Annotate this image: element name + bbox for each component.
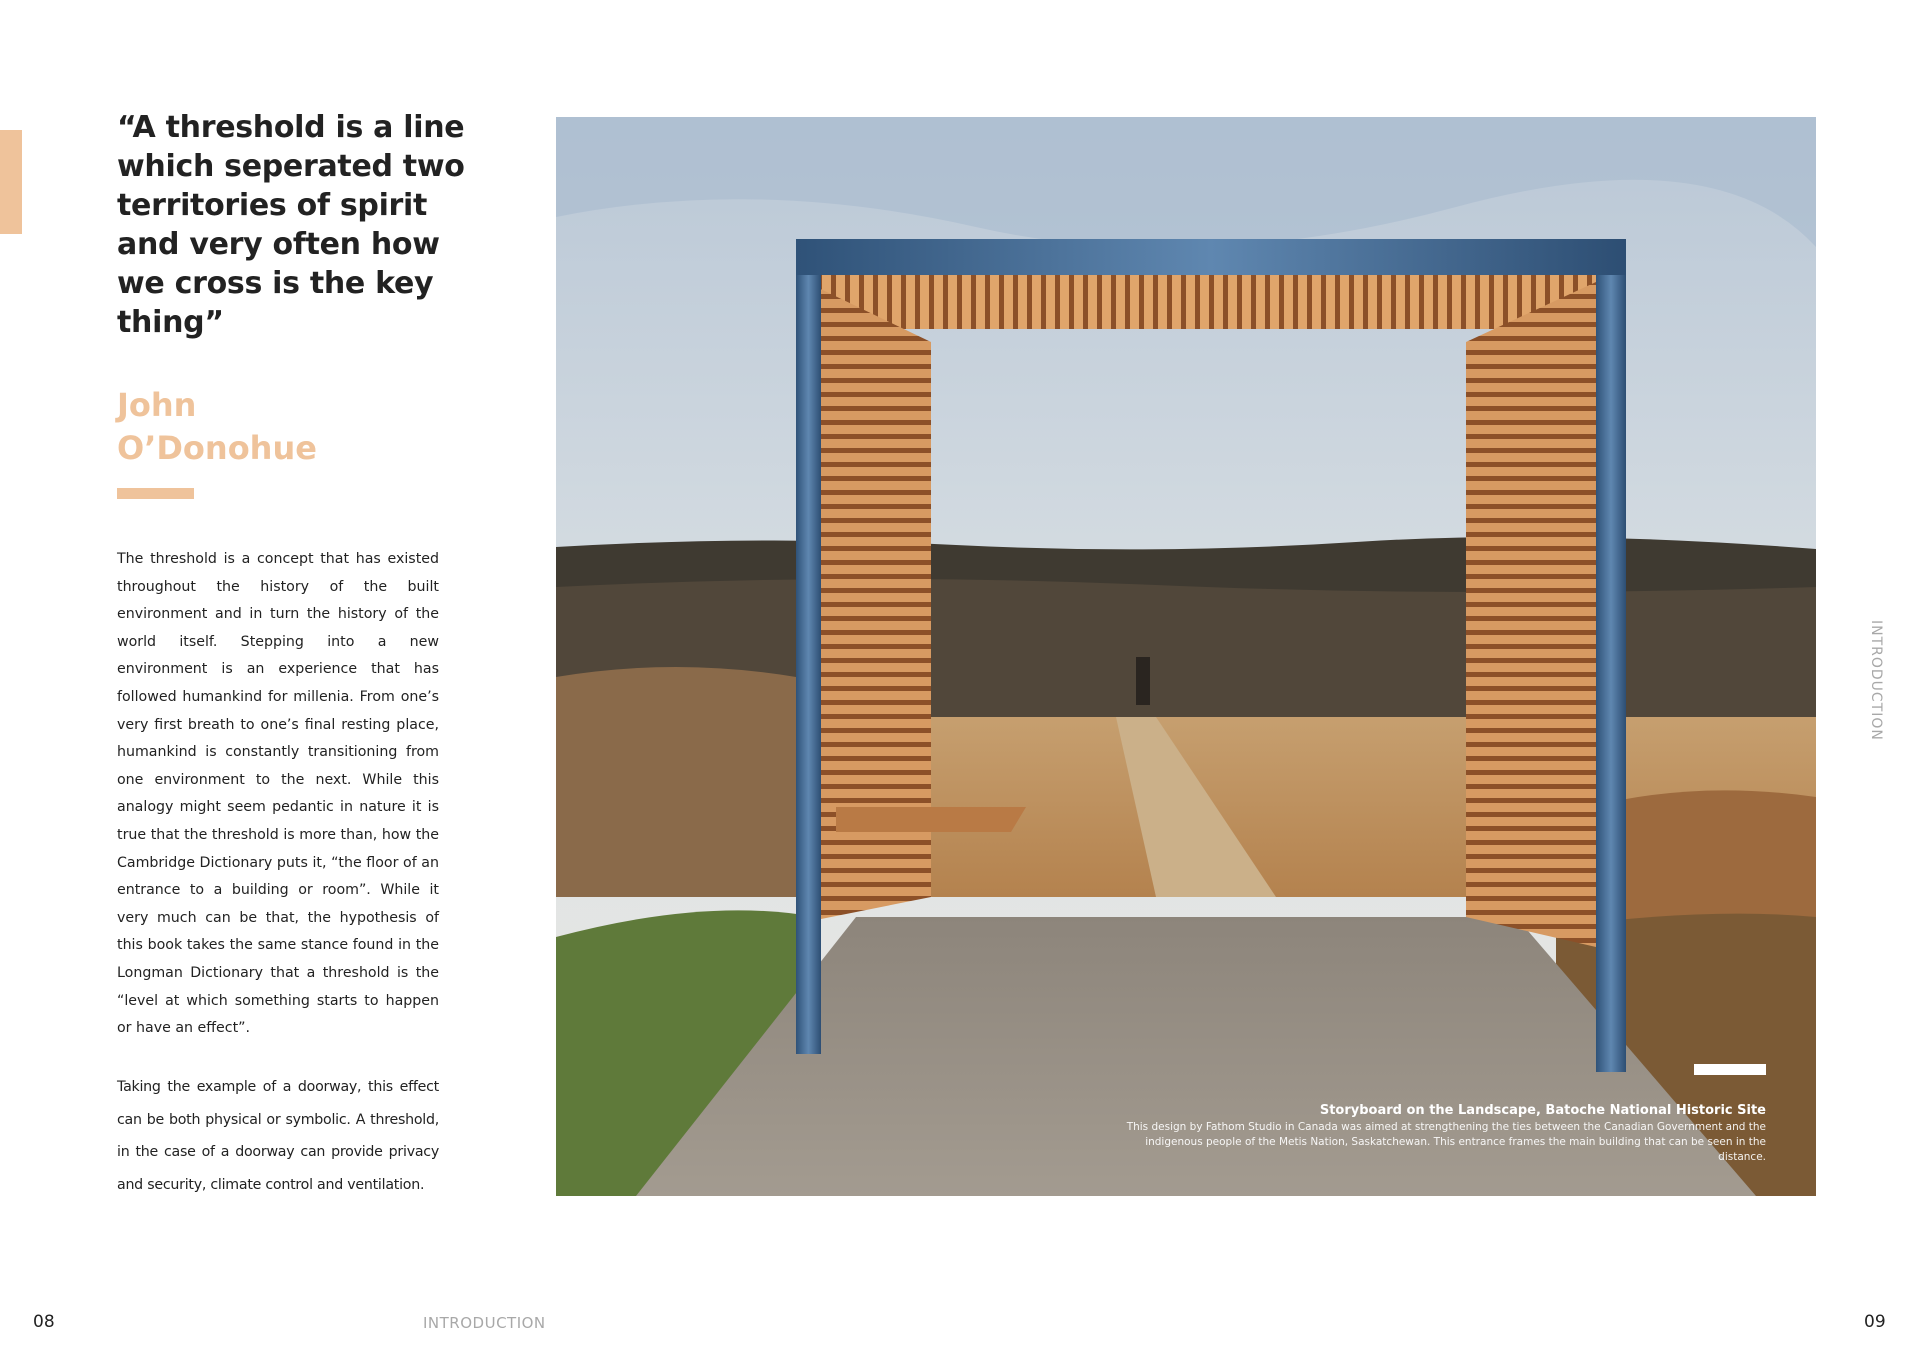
page-number-right: 09	[1864, 1312, 1886, 1332]
author-rule	[117, 488, 194, 499]
quote-author	[117, 384, 417, 470]
photo-illustration	[556, 117, 1816, 1196]
body-paragraph-1: The threshold is a concept that has existed throughout the history of the built environment and in turn the history of the world itself. Stepping into a new environment is an experience that has followed humankind for millenia. From one’s very first breath to one’s final resting place, humankind is constantly transitioning from one environment to the next. While this analogy might seem pedantic in nature it is true that the threshold is more than, how the Cambridge Dictionary puts it, “the floor of an entrance to a building or room”. While it very much can be that, the hypothesis of this book takes the same stance found in the Longman Dictionary that a threshold is the “level at which something starts to happen or have an effect”.	[117, 551, 439, 1037]
caption-body: This design by Fathom Studio in Canada was aimed at strengthening the ties between the Canadian Government and the indigenous people of the Metis Nation, Saskatchewan. This entrance frames the main building that can be seen in the distance.	[1126, 1121, 1766, 1163]
accent-tab	[0, 130, 22, 234]
page-number-left: 08	[33, 1312, 55, 1332]
photo-caption	[1126, 1102, 1766, 1165]
author-first-name: John	[117, 386, 197, 424]
author-last-name: O’Donohue	[117, 429, 317, 467]
caption-title: Storyboard on the Landscape, Batoche National Historic Site	[1319, 1103, 1766, 1118]
footer-section-label: INTRODUCTION	[423, 1314, 546, 1332]
body-paragraph-2: Taking the example of a doorway, this effect can be both physical or symbolic. A threshold, in the case of a doorway can provide privacy and security, climate control and ventilation.	[117, 1079, 439, 1193]
pull-quote: “A threshold is a line which seperated two territories of spirit and very often how we cross is the key thing”	[117, 110, 465, 340]
caption-rule	[1694, 1064, 1766, 1075]
side-section-label: INTRODUCTION	[1868, 620, 1884, 741]
landscape-photo	[556, 117, 1816, 1196]
